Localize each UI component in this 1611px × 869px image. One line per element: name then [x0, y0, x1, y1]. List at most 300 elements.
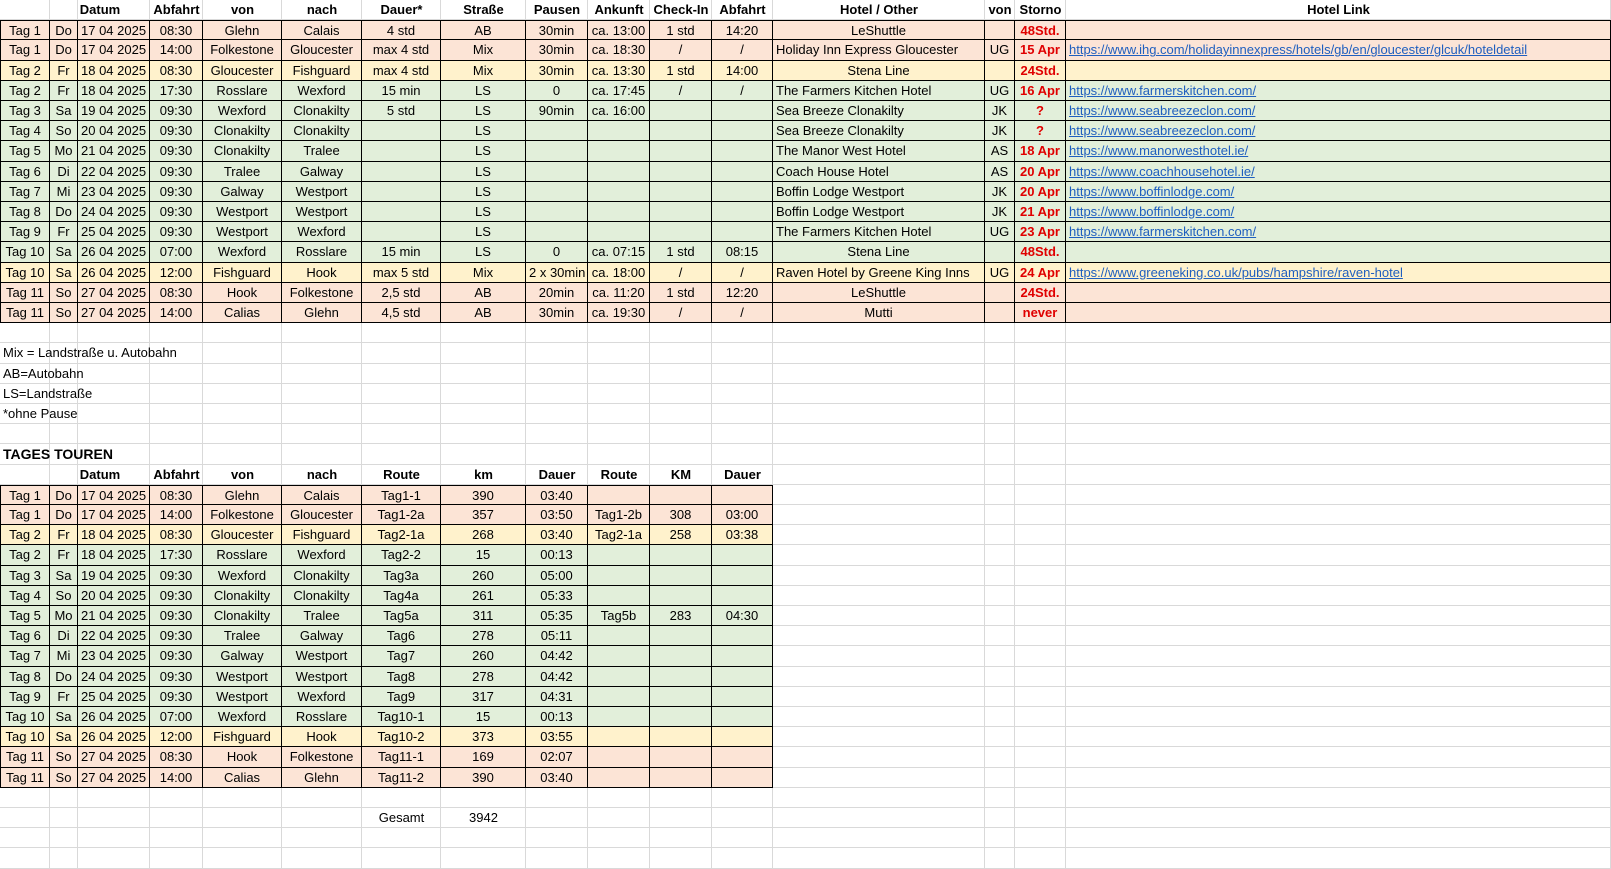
- grid-cell[interactable]: [1066, 545, 1611, 565]
- header-0: Datum: [79, 2, 121, 17]
- grid-cell[interactable]: [712, 404, 773, 424]
- grid-cell[interactable]: [0, 848, 50, 868]
- grid-cell[interactable]: [773, 404, 985, 424]
- pauses: 30min: [526, 303, 588, 323]
- grid-cell[interactable]: [1015, 828, 1066, 848]
- grid-cell[interactable]: [1015, 687, 1066, 707]
- grid-cell[interactable]: [1066, 727, 1611, 747]
- to-location: Tralee: [282, 606, 362, 626]
- grid-cell[interactable]: [0, 828, 50, 848]
- grid-cell[interactable]: [50, 424, 78, 444]
- grid-cell[interactable]: [150, 808, 203, 828]
- road-type: LS: [441, 81, 526, 101]
- grid-cell[interactable]: [282, 444, 362, 464]
- grid-cell[interactable]: [282, 848, 362, 868]
- grid-cell[interactable]: [203, 828, 282, 848]
- from-location: Wexford: [203, 242, 282, 262]
- grid-cell[interactable]: [1066, 848, 1611, 868]
- grid-cell[interactable]: [773, 444, 985, 464]
- duration: 2,5 std: [362, 283, 441, 303]
- grid-cell[interactable]: [362, 788, 441, 808]
- grid-cell[interactable]: [150, 323, 203, 343]
- grid-cell[interactable]: [588, 788, 650, 808]
- departure-time: 09:30: [150, 606, 203, 626]
- from-location: Wexford: [203, 707, 282, 727]
- grid-cell[interactable]: [526, 323, 588, 343]
- grid-cell[interactable]: [773, 808, 985, 828]
- departure-2: /: [712, 303, 773, 323]
- hotel-link[interactable]: https://www.coachhousehotel.ie/: [1066, 162, 1611, 182]
- grid-cell[interactable]: [588, 364, 650, 384]
- grid-cell[interactable]: [1015, 646, 1066, 666]
- pauses: 0: [526, 81, 588, 101]
- grid-cell[interactable]: [441, 788, 526, 808]
- grid-cell[interactable]: [773, 646, 985, 666]
- date: 17 04 2025: [78, 505, 150, 525]
- grid-cell[interactable]: [0, 808, 50, 828]
- grid-cell[interactable]: [712, 828, 773, 848]
- grid-cell[interactable]: [203, 444, 282, 464]
- grid-cell[interactable]: [526, 828, 588, 848]
- grid-cell[interactable]: [526, 444, 588, 464]
- grid-cell[interactable]: [1015, 444, 1066, 464]
- header-1: Abfahrt: [153, 2, 200, 17]
- grid-cell[interactable]: [1015, 566, 1066, 586]
- grid-cell[interactable]: [362, 828, 441, 848]
- grid-cell[interactable]: [985, 384, 1015, 404]
- grid-cell[interactable]: [1015, 424, 1066, 444]
- grid-cell[interactable]: [588, 424, 650, 444]
- grid-cell[interactable]: [985, 808, 1015, 828]
- grid-cell[interactable]: [1015, 545, 1066, 565]
- grid-cell[interactable]: [985, 687, 1015, 707]
- grid-cell[interactable]: [526, 424, 588, 444]
- grid-cell[interactable]: [773, 505, 985, 525]
- grid-cell[interactable]: [1015, 626, 1066, 646]
- grid-cell[interactable]: [526, 788, 588, 808]
- grid-cell[interactable]: [985, 444, 1015, 464]
- alt-distance-km: [650, 646, 712, 666]
- grid-cell[interactable]: [588, 384, 650, 404]
- grid-cell[interactable]: [1066, 788, 1611, 808]
- grid-cell[interactable]: [1066, 323, 1611, 343]
- grid-cell[interactable]: [588, 323, 650, 343]
- grid-cell[interactable]: [282, 808, 362, 828]
- grid-cell[interactable]: [1015, 848, 1066, 868]
- grid-cell[interactable]: [150, 828, 203, 848]
- grid-cell[interactable]: [362, 444, 441, 464]
- duration: max 5 std: [362, 263, 441, 283]
- grid-cell[interactable]: [1066, 525, 1611, 545]
- grid-cell[interactable]: [773, 465, 985, 485]
- grid-cell[interactable]: [1066, 667, 1611, 687]
- grid-cell[interactable]: [985, 768, 1015, 788]
- date: 20 04 2025: [78, 121, 150, 141]
- grid-cell[interactable]: [985, 646, 1015, 666]
- grid-cell[interactable]: [773, 525, 985, 545]
- hotel-link[interactable]: https://www.ihg.com/holidayinnexpress/hotels/gb/en/gloucester/glcuk/hoteldetail: [1066, 40, 1611, 60]
- check-in: [650, 202, 712, 222]
- grid-cell[interactable]: [712, 384, 773, 404]
- grid-cell[interactable]: [441, 384, 526, 404]
- arrival-time: [588, 121, 650, 141]
- grid-cell[interactable]: [985, 465, 1015, 485]
- route: Tag8: [362, 667, 441, 687]
- grid-cell[interactable]: [773, 788, 985, 808]
- grid-cell[interactable]: [773, 424, 985, 444]
- grid-cell[interactable]: [282, 828, 362, 848]
- grid-cell[interactable]: [203, 424, 282, 444]
- grid-cell[interactable]: [150, 848, 203, 868]
- departure-time: 09:30: [150, 121, 203, 141]
- grid-cell[interactable]: [985, 424, 1015, 444]
- grid-cell[interactable]: [588, 808, 650, 828]
- grid-cell[interactable]: [1015, 525, 1066, 545]
- grid-cell[interactable]: [203, 788, 282, 808]
- grid-cell[interactable]: [985, 343, 1015, 363]
- grid-cell[interactable]: [282, 364, 362, 384]
- weekday: Mi: [50, 182, 78, 202]
- from-location: Clonakilty: [203, 121, 282, 141]
- check-in: [650, 141, 712, 161]
- alt-drive-duration: [712, 707, 773, 727]
- grid-cell[interactable]: [588, 444, 650, 464]
- grid-cell[interactable]: [282, 323, 362, 343]
- grid-cell[interactable]: [985, 667, 1015, 687]
- arrival-time: [588, 162, 650, 182]
- grid-cell[interactable]: [78, 848, 150, 868]
- grid-cell[interactable]: [203, 848, 282, 868]
- grid-cell[interactable]: [1015, 768, 1066, 788]
- grid-cell[interactable]: [1015, 404, 1066, 424]
- grid-cell[interactable]: [985, 525, 1015, 545]
- from-location: Gloucester: [203, 61, 282, 81]
- grid-cell[interactable]: [78, 788, 150, 808]
- grid-cell[interactable]: [650, 788, 712, 808]
- grid-cell[interactable]: [362, 848, 441, 868]
- grid-cell[interactable]: [50, 323, 78, 343]
- grid-cell[interactable]: [773, 747, 985, 767]
- grid-cell[interactable]: [985, 323, 1015, 343]
- grid-cell[interactable]: [985, 788, 1015, 808]
- from-location: Fishguard: [203, 727, 282, 747]
- grid-cell[interactable]: [1066, 424, 1611, 444]
- grid-cell[interactable]: [78, 828, 150, 848]
- drive-duration: 04:42: [526, 667, 588, 687]
- duration: [362, 162, 441, 182]
- distance-km: 268: [441, 525, 526, 545]
- grid-cell[interactable]: [773, 687, 985, 707]
- grid-cell[interactable]: [650, 404, 712, 424]
- grid-cell[interactable]: [526, 343, 588, 363]
- grid-cell[interactable]: [773, 667, 985, 687]
- alt-distance-km: [650, 586, 712, 606]
- hotel-link[interactable]: https://www.farmerskitchen.com/: [1066, 222, 1611, 242]
- grid-cell[interactable]: [712, 848, 773, 868]
- grid-cell[interactable]: [773, 364, 985, 384]
- alt-drive-duration: 03:00: [712, 505, 773, 525]
- trip-day: Tag 8: [0, 667, 50, 687]
- trip-day: Tag 8: [0, 202, 50, 222]
- grid-cell[interactable]: [282, 404, 362, 424]
- trip-day: Tag 2: [0, 545, 50, 565]
- from-location: Calias: [203, 768, 282, 788]
- grid-cell[interactable]: [985, 545, 1015, 565]
- grid-cell[interactable]: [773, 626, 985, 646]
- from-location: Glehn: [203, 485, 282, 505]
- grid-cell[interactable]: [985, 404, 1015, 424]
- grid-cell[interactable]: [1066, 505, 1611, 525]
- drive-duration: 00:13: [526, 545, 588, 565]
- weekday: Do: [50, 667, 78, 687]
- grid-cell[interactable]: [773, 727, 985, 747]
- grid-cell[interactable]: [1066, 465, 1611, 485]
- trip-day: Tag 9: [0, 222, 50, 242]
- grid-cell[interactable]: [985, 485, 1015, 505]
- grid-cell[interactable]: [773, 323, 985, 343]
- grid-cell[interactable]: [650, 323, 712, 343]
- grid-cell[interactable]: [773, 707, 985, 727]
- grid-cell[interactable]: [362, 323, 441, 343]
- grid-cell[interactable]: [526, 808, 588, 828]
- arrival-time: [588, 182, 650, 202]
- grid-cell[interactable]: [650, 444, 712, 464]
- grid-cell[interactable]: [0, 788, 50, 808]
- grid-cell[interactable]: [362, 384, 441, 404]
- grid-cell[interactable]: [1066, 646, 1611, 666]
- grid-cell[interactable]: [650, 828, 712, 848]
- grid-cell[interactable]: [650, 343, 712, 363]
- grid-cell[interactable]: [441, 424, 526, 444]
- grid-cell[interactable]: [985, 364, 1015, 384]
- weekday: Sa: [50, 263, 78, 283]
- grid-cell[interactable]: [282, 343, 362, 363]
- hotel-link[interactable]: https://www.manorwesthotel.ie/: [1066, 141, 1611, 161]
- to-location: Tralee: [282, 141, 362, 161]
- hotel-link[interactable]: https://www.seabreezeclon.com/: [1066, 121, 1611, 141]
- grid-cell[interactable]: [985, 707, 1015, 727]
- grid-cell[interactable]: [1066, 566, 1611, 586]
- road-type: LS: [441, 141, 526, 161]
- grid-cell[interactable]: [441, 364, 526, 384]
- grid-cell[interactable]: [1015, 707, 1066, 727]
- grid-cell[interactable]: [362, 424, 441, 444]
- legend-line: *ohne Pause: [3, 406, 78, 421]
- hotel-link[interactable]: https://www.seabreezeclon.com/: [1066, 101, 1611, 121]
- grid-cell[interactable]: [203, 323, 282, 343]
- grid-cell[interactable]: [1015, 586, 1066, 606]
- grid-cell[interactable]: [1066, 828, 1611, 848]
- grid-cell[interactable]: [712, 343, 773, 363]
- grid-cell[interactable]: [282, 788, 362, 808]
- trip-day: Tag 7: [0, 646, 50, 666]
- hotel-link[interactable]: https://www.boffinlodge.com/: [1066, 182, 1611, 202]
- grid-cell[interactable]: [985, 566, 1015, 586]
- grid-cell[interactable]: [362, 364, 441, 384]
- distance-km: 278: [441, 667, 526, 687]
- grid-cell[interactable]: [650, 808, 712, 828]
- grid-cell[interactable]: [712, 788, 773, 808]
- grid-cell[interactable]: [712, 323, 773, 343]
- hotel-link[interactable]: https://www.farmerskitchen.com/: [1066, 81, 1611, 101]
- grid-cell[interactable]: [0, 0, 50, 20]
- hotel-link[interactable]: https://www.boffinlodge.com/: [1066, 202, 1611, 222]
- grid-cell[interactable]: [985, 848, 1015, 868]
- grid-cell[interactable]: [0, 424, 50, 444]
- grid-cell[interactable]: [1015, 747, 1066, 767]
- header-9: Abfahrt: [719, 2, 766, 17]
- grid-cell[interactable]: [1066, 747, 1611, 767]
- grid-cell[interactable]: [50, 848, 78, 868]
- grid-cell[interactable]: [1066, 444, 1611, 464]
- alt-distance-km: [650, 626, 712, 646]
- weekday: Do: [50, 202, 78, 222]
- grid-cell[interactable]: [985, 727, 1015, 747]
- grid-cell[interactable]: [588, 404, 650, 424]
- hotel-name: Boffin Lodge Westport: [773, 202, 985, 222]
- hotel-link[interactable]: https://www.greeneking.co.uk/pubs/hampshire/raven-hotel: [1066, 263, 1611, 283]
- grid-cell[interactable]: [1015, 343, 1066, 363]
- grid-cell[interactable]: [712, 424, 773, 444]
- grid-cell[interactable]: [1015, 505, 1066, 525]
- grid-cell[interactable]: [1066, 485, 1611, 505]
- grid-cell[interactable]: [1066, 384, 1611, 404]
- grid-cell[interactable]: [985, 626, 1015, 646]
- grid-cell[interactable]: [441, 404, 526, 424]
- grid-cell[interactable]: [773, 384, 985, 404]
- grid-cell[interactable]: [1066, 687, 1611, 707]
- weekday: Do: [50, 485, 78, 505]
- grid-cell[interactable]: [362, 404, 441, 424]
- distance-km: 260: [441, 646, 526, 666]
- grid-cell[interactable]: [150, 424, 203, 444]
- grid-cell[interactable]: [1015, 384, 1066, 404]
- grid-cell[interactable]: [773, 566, 985, 586]
- grid-cell[interactable]: [441, 343, 526, 363]
- grid-cell[interactable]: [441, 848, 526, 868]
- departure-time: 09:30: [150, 626, 203, 646]
- grid-cell[interactable]: [50, 808, 78, 828]
- weekday: Fr: [50, 687, 78, 707]
- grid-cell[interactable]: [650, 848, 712, 868]
- grid-cell[interactable]: [526, 404, 588, 424]
- grid-cell[interactable]: [773, 848, 985, 868]
- to-location: Glehn: [282, 303, 362, 323]
- grid-cell[interactable]: [1015, 788, 1066, 808]
- grid-cell[interactable]: [526, 848, 588, 868]
- grid-cell[interactable]: [588, 848, 650, 868]
- from-location: Wexford: [203, 566, 282, 586]
- grid-cell[interactable]: [441, 444, 526, 464]
- grid-cell[interactable]: [1066, 343, 1611, 363]
- grid-cell[interactable]: [441, 828, 526, 848]
- grid-cell[interactable]: [282, 384, 362, 404]
- grid-cell[interactable]: [78, 424, 150, 444]
- road-type: LS: [441, 222, 526, 242]
- grid-cell[interactable]: [50, 788, 78, 808]
- grid-cell[interactable]: [203, 808, 282, 828]
- grid-cell[interactable]: [588, 343, 650, 363]
- departure-time: 07:00: [150, 707, 203, 727]
- grid-cell[interactable]: [773, 606, 985, 626]
- alt-route: [588, 646, 650, 666]
- grid-cell[interactable]: [985, 586, 1015, 606]
- grid-cell[interactable]: [1066, 707, 1611, 727]
- grid-cell[interactable]: [1015, 808, 1066, 828]
- grid-cell[interactable]: [985, 606, 1015, 626]
- trip-day: Tag 6: [0, 162, 50, 182]
- grid-cell[interactable]: [1066, 404, 1611, 424]
- to-location: Clonakilty: [282, 121, 362, 141]
- total-value: 3942: [469, 810, 498, 825]
- grid-cell[interactable]: [773, 343, 985, 363]
- grid-cell[interactable]: [1066, 606, 1611, 626]
- grid-cell[interactable]: [712, 444, 773, 464]
- grid-cell[interactable]: [650, 364, 712, 384]
- grid-cell[interactable]: [1015, 667, 1066, 687]
- grid-cell[interactable]: [1015, 465, 1066, 485]
- hotel-name: The Manor West Hotel: [773, 141, 985, 161]
- from-location: Fishguard: [203, 263, 282, 283]
- grid-cell[interactable]: [78, 323, 150, 343]
- grid-cell[interactable]: [1066, 808, 1611, 828]
- weekday: Fr: [50, 525, 78, 545]
- grid-cell[interactable]: [650, 424, 712, 444]
- check-in: 1 std: [650, 20, 712, 40]
- grid-cell[interactable]: [1066, 768, 1611, 788]
- alt-drive-duration: 04:30: [712, 606, 773, 626]
- grid-cell[interactable]: [0, 465, 50, 485]
- grid-cell[interactable]: [1066, 626, 1611, 646]
- grid-cell[interactable]: [1015, 485, 1066, 505]
- grid-cell[interactable]: [150, 788, 203, 808]
- date: 23 04 2025: [78, 646, 150, 666]
- grid-cell[interactable]: [1015, 364, 1066, 384]
- grid-cell[interactable]: [712, 808, 773, 828]
- trip-day: Tag 11: [0, 283, 50, 303]
- grid-cell[interactable]: [526, 384, 588, 404]
- grid-cell[interactable]: [773, 545, 985, 565]
- grid-cell[interactable]: [1015, 727, 1066, 747]
- header-5: Straße: [463, 2, 504, 17]
- grid-cell[interactable]: [985, 747, 1015, 767]
- grid-cell[interactable]: [1015, 606, 1066, 626]
- grid-cell[interactable]: [773, 586, 985, 606]
- from-location: Westport: [203, 222, 282, 242]
- grid-cell[interactable]: [0, 323, 50, 343]
- grid-cell[interactable]: [773, 768, 985, 788]
- grid-cell[interactable]: [50, 828, 78, 848]
- grid-cell[interactable]: [1015, 323, 1066, 343]
- grid-cell[interactable]: [650, 384, 712, 404]
- distance-km: 373: [441, 727, 526, 747]
- grid-cell[interactable]: [526, 364, 588, 384]
- grid-cell[interactable]: [773, 828, 985, 848]
- grid-cell[interactable]: [985, 828, 1015, 848]
- grid-cell[interactable]: [1066, 586, 1611, 606]
- grid-cell[interactable]: [362, 343, 441, 363]
- grid-cell[interactable]: [985, 505, 1015, 525]
- grid-cell[interactable]: [282, 424, 362, 444]
- grid-cell[interactable]: [441, 323, 526, 343]
- grid-cell[interactable]: [78, 808, 150, 828]
- grid-cell[interactable]: [712, 364, 773, 384]
- grid-cell[interactable]: [1066, 364, 1611, 384]
- grid-cell[interactable]: [588, 828, 650, 848]
- alt-distance-km: [650, 485, 712, 505]
- header-7: Ankunft: [594, 2, 644, 17]
- grid-cell[interactable]: [773, 485, 985, 505]
